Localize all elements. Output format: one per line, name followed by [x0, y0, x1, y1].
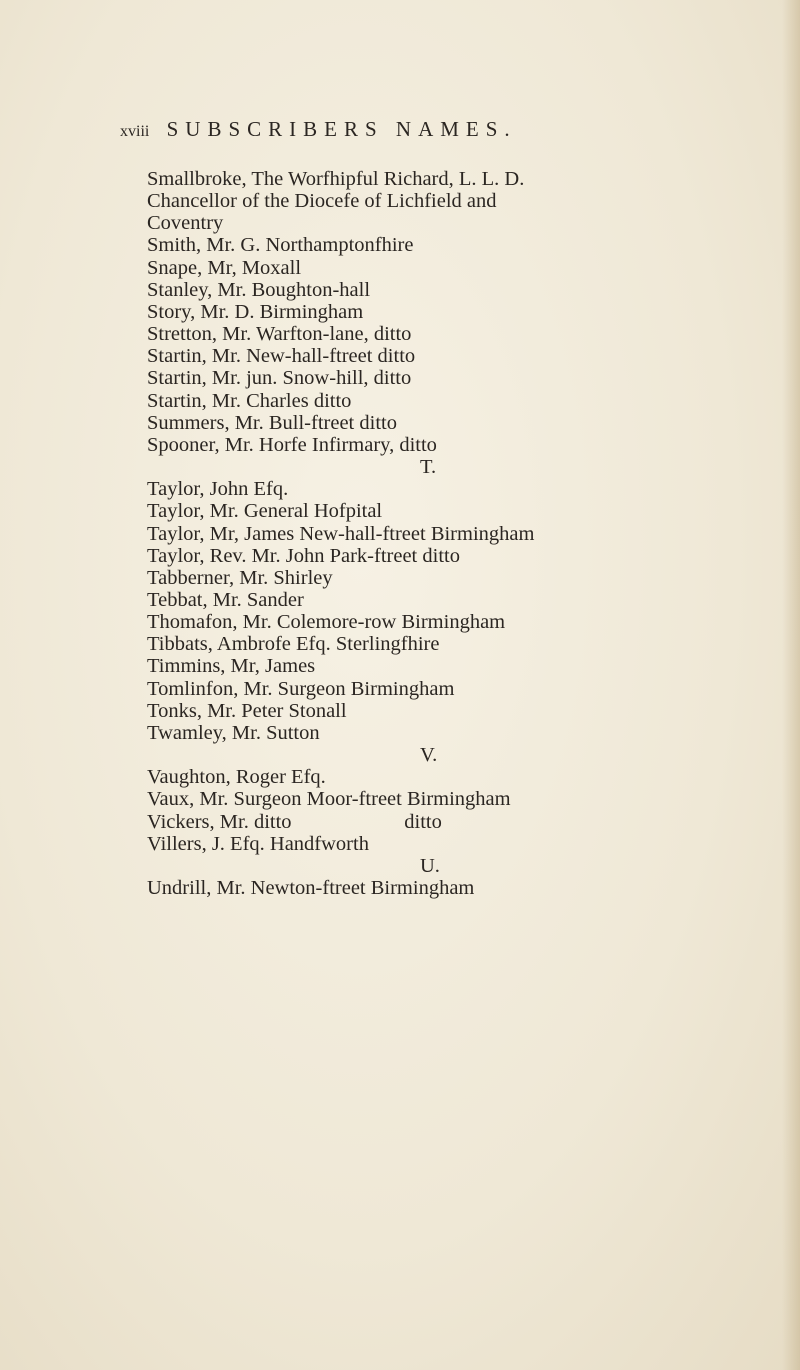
subscriber-entry	[147, 500, 787, 522]
page-header	[120, 117, 517, 142]
subscriber-name-line: Vickers, Mr. ditto ditto	[147, 810, 442, 833]
subscriber-entry	[147, 279, 787, 301]
subscriber-entry	[147, 633, 787, 655]
subscriber-entry	[147, 811, 787, 833]
subscriber-entry	[147, 257, 787, 279]
subscriber-entry	[147, 323, 787, 345]
subscriber-entry	[147, 611, 787, 633]
subscriber-entry	[147, 700, 787, 722]
subscriber-name-line: Spooner, Mr. Horfe Infirmary, ditto	[147, 433, 437, 456]
subscriber-name-line: Summers, Mr. Bull-ftreet ditto	[147, 411, 397, 434]
subscriber-entry	[147, 168, 787, 234]
subscriber-name-line: Smith, Mr. G. Northamptonfhire	[147, 234, 414, 257]
subscriber-name-line: Undrill, Mr. Newton-ftreet Birmingham	[147, 877, 475, 899]
section-letter: T.	[420, 456, 437, 479]
subscriber-list	[147, 168, 787, 899]
subscriber-entry	[147, 345, 787, 367]
subscriber-entry	[147, 390, 787, 412]
subscriber-name-line: Tonks, Mr. Peter Stonall	[147, 699, 347, 722]
subscriber-name-line: Tabberner, Mr. Shirley	[147, 566, 333, 589]
subscriber-entry	[147, 545, 787, 567]
subscriber-continuation-line: Coventry	[147, 212, 224, 235]
subscriber-name-line: Tibbats, Ambrofe Efq. Sterlingfhire	[147, 633, 440, 656]
subscriber-name-line: Startin, Mr. Charles ditto	[147, 389, 352, 412]
subscriber-name-line: Stanley, Mr. Boughton-hall	[147, 278, 371, 301]
subscriber-name-line: Taylor, Mr. General Hofpital	[147, 500, 383, 523]
subscriber-name-line: Startin, Mr. New-hall-ftreet ditto	[147, 345, 416, 368]
page-title: SUBSCRIBERS NAMES.	[166, 117, 517, 141]
subscriber-name-line: Timmins, Mr, James	[147, 655, 316, 678]
subscriber-entry	[147, 877, 787, 899]
subscriber-name-line: Stretton, Mr. Warfton-lane, ditto	[147, 323, 412, 346]
subscriber-name-line: Twamley, Mr. Sutton	[147, 721, 320, 744]
subscriber-name-line: Smallbroke, The Worfhipful Richard, L. L. D.	[147, 168, 525, 190]
subscriber-entry	[147, 412, 787, 434]
subscriber-entry	[147, 678, 787, 700]
subscriber-continuation-line: Chancellor of the Diocefe of Lichfield and	[147, 190, 497, 213]
subscriber-name-line: Story, Mr. D. Birmingham	[147, 300, 364, 323]
subscriber-entry	[147, 434, 787, 456]
subscriber-entry	[147, 478, 787, 500]
subscriber-entry	[147, 722, 787, 744]
section-letter: V.	[420, 744, 438, 767]
subscriber-name-line: Taylor, John Efq.	[147, 478, 289, 501]
subscriber-name-line: Vaux, Mr. Surgeon Moor-ftreet Birmingham	[147, 788, 511, 811]
subscriber-name-line: Tomlinfon, Mr. Surgeon Birmingham	[147, 677, 455, 700]
subscriber-name-line: Snape, Mr, Moxall	[147, 256, 302, 279]
section-letter: U.	[420, 854, 440, 877]
subscriber-entry	[147, 367, 787, 389]
page-number: xviii	[120, 123, 150, 140]
subscriber-name-line: Taylor, Mr, James New-hall-ftreet Birmingham	[147, 522, 535, 545]
subscriber-entry	[147, 788, 787, 810]
subscriber-name-line: Vaughton, Roger Efq.	[147, 766, 326, 789]
subscriber-entry	[147, 589, 787, 611]
subscriber-entry	[147, 523, 787, 545]
subscriber-entry	[147, 234, 787, 256]
subscriber-name-line: Villers, J. Efq. Handfworth	[147, 832, 369, 855]
subscriber-entry	[147, 655, 787, 677]
subscriber-entry	[147, 567, 787, 589]
subscriber-name-line: Thomafon, Mr. Colemore-row Birmingham	[147, 611, 506, 634]
subscriber-name-line: Taylor, Rev. Mr. John Park-ftreet ditto	[147, 544, 460, 567]
subscriber-entry	[147, 766, 787, 788]
subscriber-entry	[147, 833, 787, 855]
subscriber-entry	[147, 301, 787, 323]
subscriber-name-line: Tebbat, Mr. Sander	[147, 588, 304, 611]
subscriber-name-line: Startin, Mr. jun. Snow-hill, ditto	[147, 367, 412, 390]
